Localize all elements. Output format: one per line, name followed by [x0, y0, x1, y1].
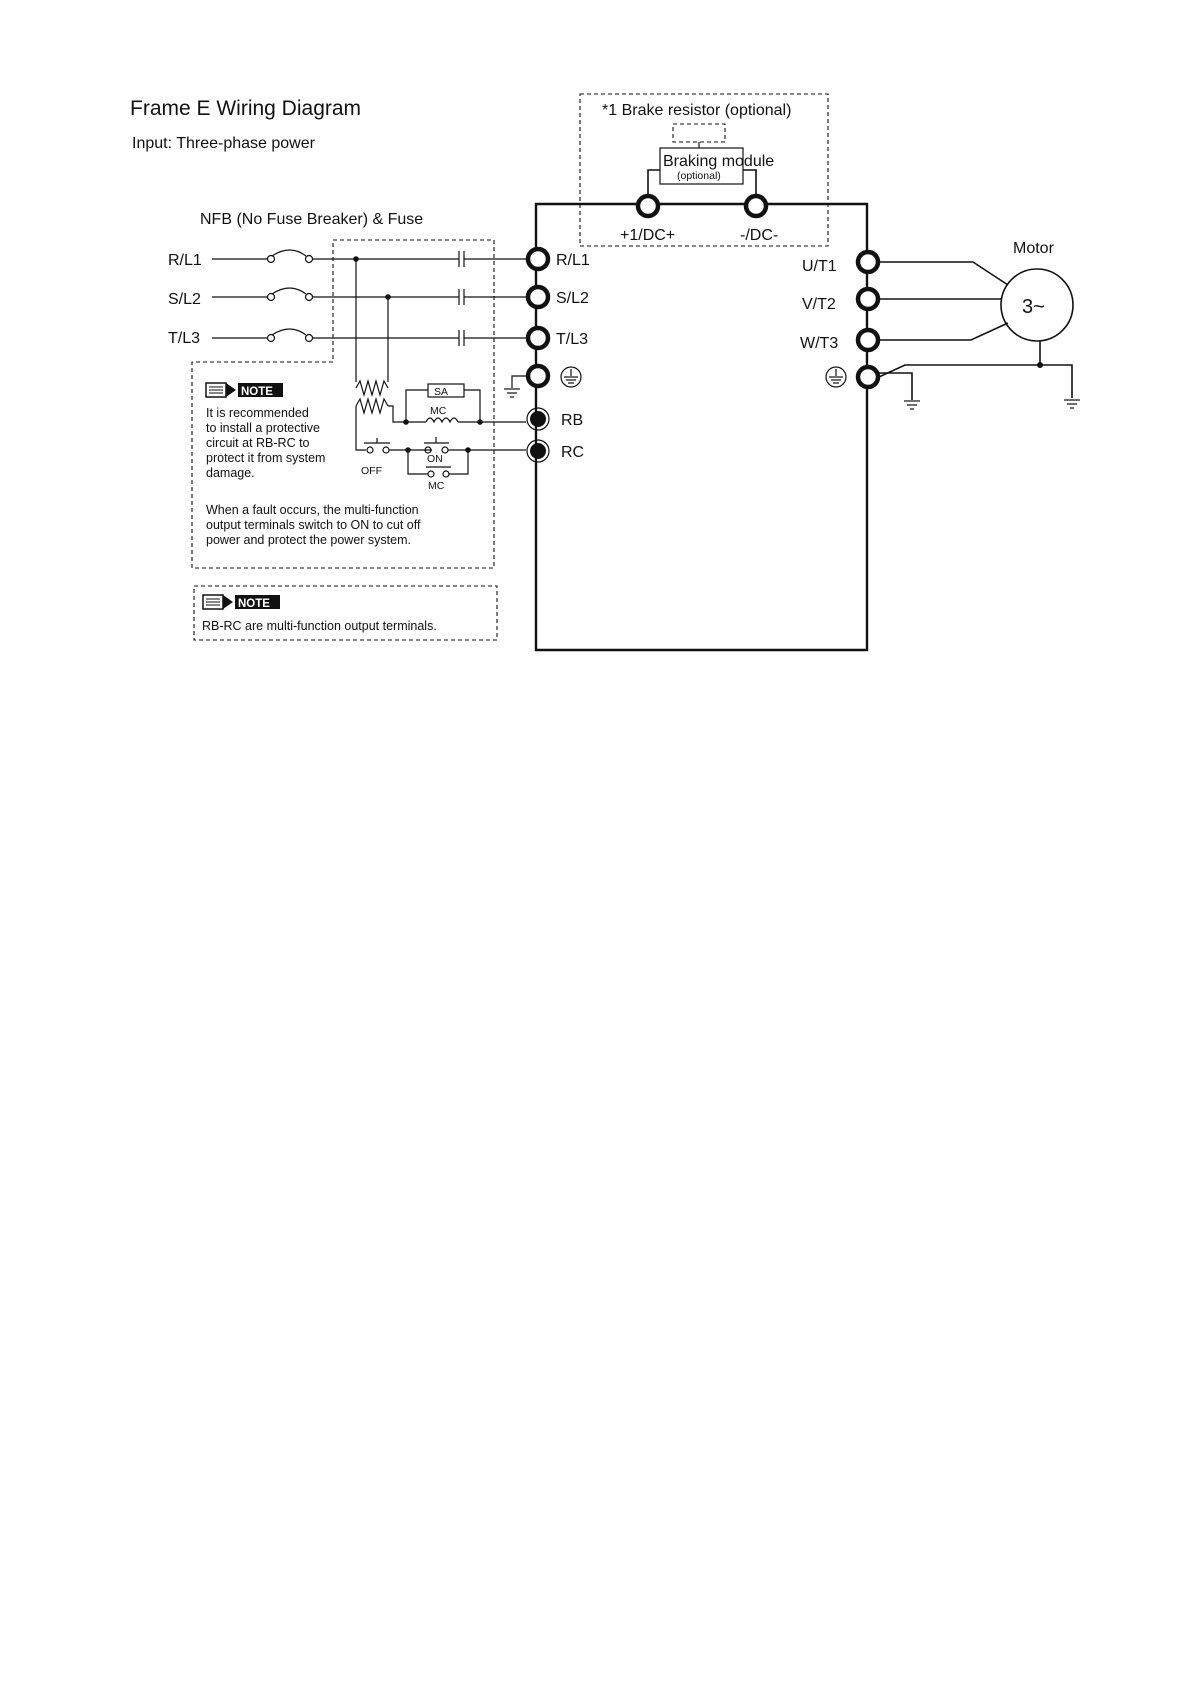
earth-terminal-icon — [561, 367, 581, 387]
note2-text: RB-RC are multi-function output terminals. — [202, 619, 437, 633]
terminal-dc-minus — [746, 196, 766, 216]
terminal-output-u — [858, 252, 878, 272]
diagram-subtitle: Input: Three-phase power — [132, 135, 315, 152]
motor-label: Motor — [1013, 240, 1054, 257]
note1-line: circuit at RB-RC to — [206, 436, 310, 450]
supply-label-t: T/L3 — [168, 330, 201, 347]
motor-wire-w — [879, 323, 1008, 340]
note1-line: to install a protective — [206, 421, 320, 435]
note-badge-2: NOTE — [238, 598, 270, 610]
output-label-u: U/T1 — [802, 258, 837, 275]
off-label: OFF — [361, 465, 382, 477]
input-label-s: S/L2 — [556, 290, 589, 307]
terminal-ground-output — [858, 367, 878, 387]
note1-fault-line: output terminals switch to ON to cut off — [206, 518, 421, 532]
dc-plus-label: +1/DC+ — [620, 227, 676, 244]
note1-line: It is recommended — [206, 406, 309, 420]
terminal-input-r — [528, 249, 548, 269]
note1-line: damage. — [206, 466, 255, 480]
input-label-t: T/L3 — [556, 331, 589, 348]
ground-icon — [504, 376, 528, 397]
note1-text — [206, 406, 421, 547]
terminal-output-v — [858, 289, 878, 309]
terminal-ground-input — [528, 366, 548, 386]
brake-resistor-symbol — [673, 124, 725, 142]
terminal-input-t — [528, 328, 548, 348]
note-badge-1: NOTE — [241, 386, 273, 398]
motor-symbol: 3~ — [1022, 296, 1045, 318]
sa-label: SA — [434, 386, 449, 398]
brake-resistor-label: *1 Brake resistor (optional) — [602, 102, 792, 119]
terminal-output-w — [858, 330, 878, 350]
relay-label-rc: RC — [561, 444, 585, 461]
supply-line-s — [212, 288, 526, 305]
terminal-input-s — [528, 287, 548, 307]
supply-label-s: S/L2 — [168, 291, 201, 308]
output-label-w: W/T3 — [800, 335, 839, 352]
note1-fault-line: power and protect the power system. — [206, 533, 411, 547]
dc-minus-label: -/DC- — [740, 227, 779, 244]
output-label-v: V/T2 — [802, 296, 836, 313]
mc-contact-label: MC — [428, 480, 445, 492]
diagram-title: Frame E Wiring Diagram — [130, 97, 362, 120]
relay-label-rb: RB — [561, 412, 584, 429]
supply-label-r: R/L1 — [168, 252, 202, 269]
terminal-dc-plus — [638, 196, 658, 216]
braking-module-optional: (optional) — [677, 170, 721, 182]
on-label: ON — [427, 453, 443, 465]
earth-terminal-icon — [826, 367, 846, 387]
output-ground-wiring — [879, 362, 1080, 409]
braking-module-label: Braking module — [663, 153, 775, 170]
supply-line-r — [212, 250, 526, 267]
supply-line-t — [212, 329, 526, 346]
nfb-label: NFB (No Fuse Breaker) & Fuse — [200, 211, 424, 228]
protective-circuit — [353, 256, 526, 492]
note1-fault-line: When a fault occurs, the multi-function — [206, 503, 419, 517]
note1-line: protect it from system — [206, 451, 326, 465]
mc-coil-label: MC — [430, 405, 447, 417]
input-label-r: R/L1 — [556, 252, 590, 269]
motor-wire-u — [879, 262, 1008, 285]
